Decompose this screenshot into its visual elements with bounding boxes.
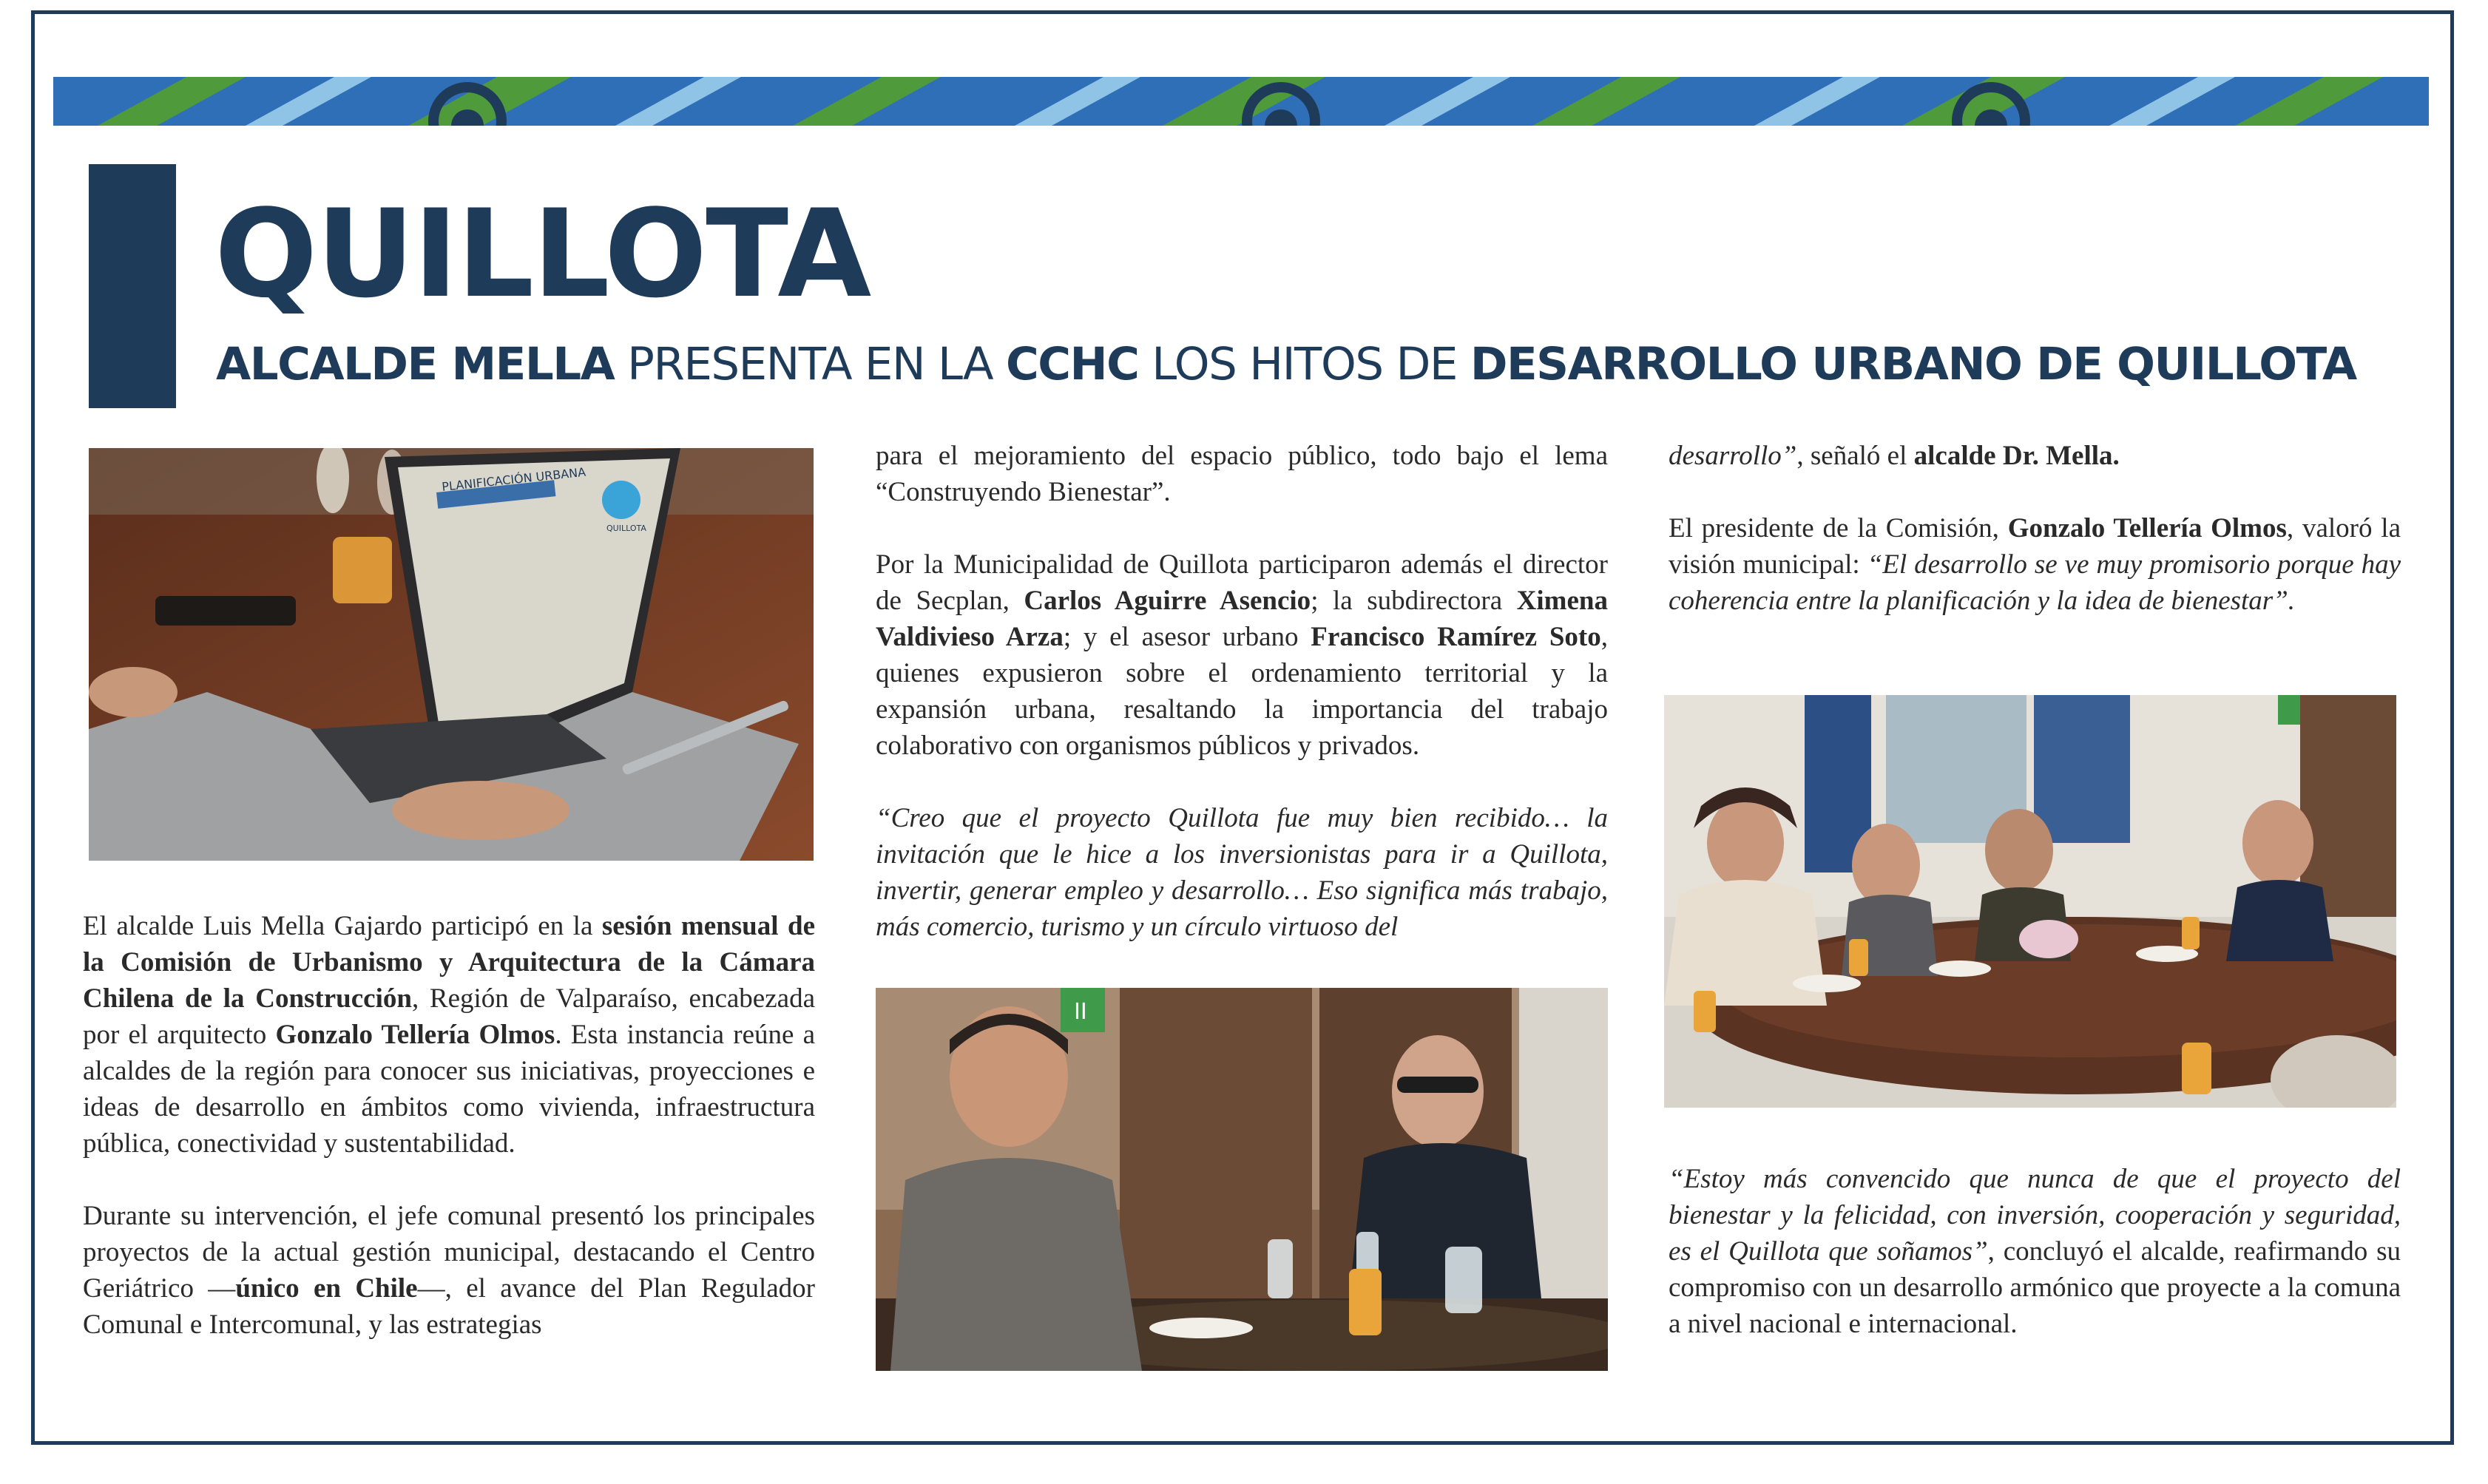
paragraph	[1669, 510, 2401, 619]
headline-part: DESARROLLO URBANO DE QUILLOTA	[1470, 338, 2356, 390]
headline-part: PRESENTA EN LA	[614, 338, 1007, 390]
headline	[216, 338, 2356, 390]
text-run: único en Chile	[235, 1273, 418, 1304]
text-run: Gonzalo Tellería Olmos	[2007, 513, 2287, 543]
text-run: ; y el asesor urbano	[1063, 622, 1311, 652]
text-run: Por la Municipalidad de Quillota participaron además el director de Secplan,	[876, 549, 1608, 616]
text-run: , señaló el	[1796, 441, 1914, 471]
text-run: ; la subdirectora	[1311, 586, 1517, 616]
paragraph: para el mejoramiento del espacio público, todo bajo el lema “Construyendo Bienestar”.	[876, 441, 1608, 507]
headline-part: LOS HITOS DE	[1138, 338, 1470, 390]
text-run: sesión mensual de la Comisión de Urbanismo y Arquitectura de la Cámara Chilena de la Construcción	[83, 911, 815, 1014]
text-run: . Esta instancia reúne a alcaldes de la región para conocer sus iniciativas, proyecciones e ideas de desarrollo en ámbitos como vivienda, infraestructura pública, conectividad y sustentabilidad.	[83, 1020, 816, 1159]
text-run: Gonzalo Tellería Olmos	[275, 1020, 555, 1050]
text-run: alcalde Dr. Mella.	[1913, 441, 2120, 471]
text-run: desarrollo”	[1669, 441, 1797, 471]
text-run: Durante su intervención, el jefe comunal presentó los principales proyectos de la actual gestión municipal, destacando el Centro Geriátrico —	[83, 1201, 815, 1304]
decorative-banner	[53, 77, 2429, 126]
text-run: El presidente de la Comisión,	[1669, 513, 2008, 543]
text-run: , concluyó el alcalde, reafirmando su compromiso con un desarrollo armónico que proyecte a la comuna a nivel nacional e internacional.	[1669, 1236, 2401, 1339]
text-run: Carlos Aguirre Asencio	[1024, 586, 1311, 616]
paragraph	[1669, 438, 2401, 474]
paragraph	[83, 908, 815, 1162]
text-run: Francisco Ramírez Soto	[1311, 622, 1601, 652]
article-column-2	[876, 438, 1608, 945]
laptop-screen-title: PLANIFICACIÓN URBANA	[441, 464, 586, 494]
text-run: El alcalde Luis Mella Gajardo participó en la	[83, 911, 602, 941]
photo-meeting-conversation	[876, 988, 1608, 1371]
paragraph	[876, 546, 1608, 764]
text-run: , quienes expusieron sobre el ordenamiento territorial y la expansión urbana, resaltando la importancia del trabajo colaborativo con organismos públicos y privados.	[876, 622, 1608, 761]
photo-round-table-meeting	[1664, 695, 2396, 1108]
text-run: , Región de Valparaíso, encabezada por el arquitecto	[83, 983, 815, 1050]
headline-part: ALCALDE MELLA	[216, 338, 615, 390]
page-title: QUILLOTA	[214, 183, 871, 325]
text-run: “El desarrollo se ve muy promisorio porque hay coherencia entre la planificación y la idea de bienestar”.	[1669, 549, 2401, 616]
title-accent-bar	[89, 164, 176, 408]
exit-sign-label: II	[1074, 999, 1087, 1025]
text-run: —, el avance del Plan Regulador Comunal e Intercomunal, y las estrategias	[83, 1273, 815, 1340]
headline-part: CCHC	[1006, 338, 1139, 390]
text-run: , valoró la visión municipal:	[1669, 513, 2401, 580]
paragraph	[1669, 1161, 2401, 1342]
laptop-screen-logo: QUILLOTA	[606, 524, 646, 533]
text-run: Ximena Valdivieso Arza	[876, 586, 1608, 652]
quote-paragraph	[876, 800, 1608, 945]
text-run: “Creo que el proyecto Quillota fue muy bien recibido… la invitación que le hice a los inversionistas para ir a Quillota, invertir, generar empleo y desarrollo… Eso significa más trabajo, más comercio, turismo y un círculo virtuoso del	[876, 803, 1608, 942]
article-column-1	[83, 908, 815, 1343]
paragraph	[83, 1198, 815, 1343]
article-column-3	[1669, 438, 2401, 619]
article-column-3-closing	[1669, 1161, 2401, 1342]
photo-laptop-presentation	[89, 448, 814, 861]
text-run: “Estoy más convencido que nunca de que el proyecto del bienestar y la felicidad, con inversión, cooperación y seguridad, es el Quillota que soñamos”	[1669, 1164, 2401, 1267]
